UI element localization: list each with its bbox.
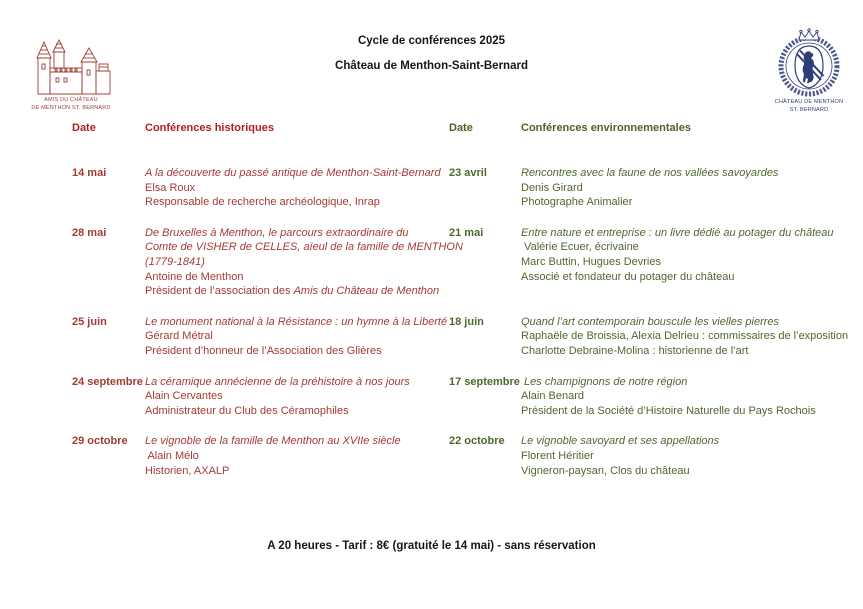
crest-icon	[766, 28, 852, 98]
environmental-conference-entry	[521, 226, 848, 284]
left-logo-caption-line1: AMIS DU CHÂTEAU	[44, 97, 98, 103]
historical-conference-entry	[145, 226, 463, 299]
conference-text-line: Administrateur du Club des Céramophiles	[145, 404, 349, 417]
historical-conference-entry	[145, 166, 449, 210]
historical-conference-date: 28 mai	[72, 226, 107, 239]
conference-text-line: Denis Girard	[521, 181, 583, 194]
conference-text-line: Le vignoble de la famille de Menthon au XVIIe siècle	[145, 435, 401, 448]
historical-conference-entry	[145, 315, 449, 359]
conference-text-line: (1779-1841)	[145, 255, 205, 268]
conference-text-line: Le monument national à la Résistance : un hymne à la Liberté	[145, 315, 448, 328]
historical-conference-date: 25 juin	[72, 315, 107, 328]
conference-text-line: De Bruxelles à Menthon, le parcours extraordinaire du	[145, 226, 409, 239]
conference-text-line: Président d’honneur de l’Association des Glières	[145, 344, 382, 357]
conference-text-line: Elsa Roux	[145, 181, 196, 194]
environmental-conference-entry	[521, 434, 848, 478]
environmental-date-header: Date	[449, 122, 473, 134]
environmental-conference-entry	[521, 375, 848, 419]
conference-text-line: Vigneron-paysan, Clos du château	[521, 464, 690, 477]
environmental-conference-date: 17 septembre	[449, 375, 520, 388]
chateau-de-menthon-crest-logo	[766, 28, 852, 113]
page-title: Cycle de conférences 2025	[357, 35, 506, 47]
castle-drawing-icon	[27, 38, 115, 96]
conference-text-line: Alain Cervantes	[145, 390, 223, 403]
environmental-conference-date: 18 juin	[449, 315, 484, 328]
right-logo-caption-line2: ST. BERNARD	[789, 106, 829, 113]
conference-text-line: Raphaële de Broissia, Alexia Delrieu : commissaires de l’exposition	[521, 330, 849, 343]
historical-conference-date: 14 mai	[72, 167, 107, 179]
right-logo-caption-line1: CHÂTEAU DE MENTHON	[774, 99, 844, 105]
conference-text-line: Valérie Ecuer, écrivaine	[521, 241, 639, 254]
environmental-column-header: Conférences environnementales	[521, 122, 691, 134]
conference-text-line: Les champignons de notre région	[521, 375, 688, 388]
environmental-conference-entry	[521, 166, 848, 210]
schedule-grid	[72, 121, 849, 478]
amis-du-chateau-logo	[27, 38, 115, 111]
historical-column-header: Conférences historiques	[145, 122, 274, 134]
conference-text-line: Associé et fondateur du potager du château	[521, 270, 735, 283]
conference-text-line: Rencontres avec la faune de nos vallées savoyardes	[521, 167, 779, 179]
conference-text-line: Antoine de Menthon	[145, 270, 244, 283]
historical-date-header: Date	[72, 122, 96, 134]
conference-text-line: Photographe Animalier	[521, 196, 633, 209]
footer-note: A 20 heures - Tarif : 8€ (gratuité le 14 mai) - sans réservation	[267, 540, 596, 552]
environmental-conference-date: 22 octobre	[449, 435, 505, 448]
conference-text-line: Florent Héritier	[521, 449, 594, 462]
conference-text-line: La céramique annécienne de la préhistoire à nos jours	[145, 375, 410, 388]
environmental-conference-date: 21 mai	[449, 226, 484, 239]
conference-text-line: Le vignoble savoyard et ses appellations	[521, 435, 720, 448]
conference-text-line: A la découverte du passé antique de Menthon-Saint-Bernard	[145, 167, 441, 179]
left-logo-caption-line2: DE MENTHON ST. BERNARD	[31, 104, 111, 111]
conference-text-line: Alain Benard	[521, 390, 584, 403]
conference-text-line: Comte de VISHER de CELLES, aïeul de la famille de MENTHON	[145, 241, 463, 254]
historical-conference-entry	[145, 375, 449, 419]
conference-text-line: Marc Buttin, Hugues Devries	[521, 255, 661, 268]
conference-text-line: Président de la Société d’Histoire Naturelle du Pays Rochois	[521, 404, 816, 417]
conference-text-line: Président de l’association des Amis du Château de Menthon	[145, 285, 440, 298]
conference-text-line: Alain Mélo	[145, 449, 199, 462]
page-subtitle: Château de Menthon-Saint-Bernard	[335, 60, 528, 72]
conference-text-line: Responsable de recherche archéologique, Inrap	[145, 196, 380, 209]
conference-text-line: Gérard Métral	[145, 330, 213, 343]
conference-text-line: Quand l’art contemporain bouscule les vielles pierres	[521, 315, 780, 328]
environmental-conference-date: 23 avril	[449, 167, 487, 179]
historical-conference-date: 24 septembre	[72, 375, 143, 388]
conference-text-line: Historien, AXALP	[145, 464, 230, 477]
environmental-conference-entry	[521, 315, 848, 359]
conference-text-line: Charlotte Debraine-Molina : historienne de l’art	[521, 344, 749, 357]
historical-conference-date: 29 octobre	[72, 435, 128, 448]
conference-text-line: Entre nature et entreprise : un livre dédié au potager du château	[521, 226, 834, 239]
historical-conference-entry	[145, 434, 449, 478]
